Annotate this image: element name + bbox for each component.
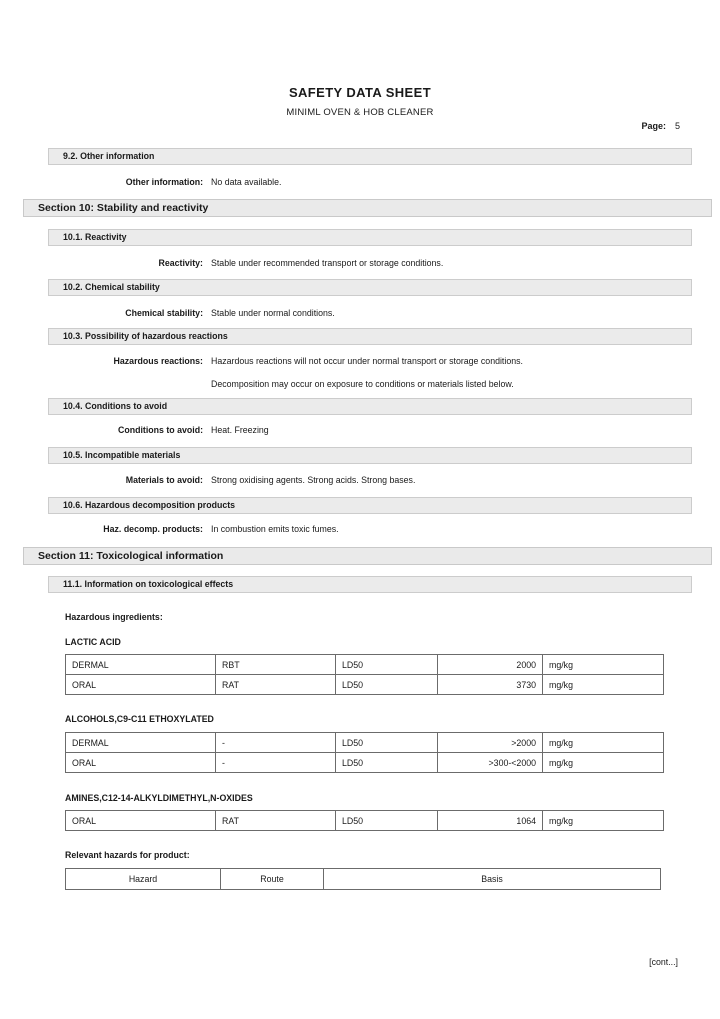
field-value-line1: Hazardous reactions will not occur under normal transport or storage conditions.	[211, 356, 523, 366]
field-value: Strong oxidising agents. Strong acids. Strong bases.	[211, 475, 416, 485]
field-chemical-stability	[0, 308, 335, 318]
species-cell: -	[216, 753, 336, 773]
document-title: SAFETY DATA SHEET	[288, 85, 432, 100]
ingredient-name: ALCOHOLS,C9-C11 ETHOXYLATED	[65, 714, 214, 724]
field-label: Haz. decomp. products:	[103, 524, 203, 534]
species-cell: RBT	[216, 655, 336, 675]
value-cell: >300-<2000	[438, 753, 543, 773]
ingredient-name: LACTIC ACID	[65, 637, 121, 647]
hazard-header-cell: Hazard	[66, 869, 221, 890]
field-value: In combustion emits toxic fumes.	[211, 524, 339, 534]
subsection-bar-10-5: 10.5. Incompatible materials	[48, 447, 692, 464]
field-label: Materials to avoid:	[125, 475, 203, 485]
test-cell: LD50	[336, 655, 438, 675]
field-materials-to-avoid	[0, 475, 415, 485]
table-row	[66, 733, 664, 753]
units-cell: mg/kg	[543, 733, 664, 753]
species-cell: -	[216, 733, 336, 753]
continuation-marker: [cont...]	[649, 957, 678, 967]
subsection-bar-9-2: 9.2. Other information	[48, 148, 692, 165]
table-row	[66, 655, 664, 675]
value-cell: >2000	[438, 733, 543, 753]
field-value: Stable under normal conditions.	[211, 308, 335, 318]
units-cell: mg/kg	[543, 753, 664, 773]
route-header-cell: Route	[221, 869, 324, 890]
field-hazardous-reactions	[0, 356, 523, 366]
page-label: Page:	[641, 121, 666, 131]
field-label: Reactivity:	[158, 258, 203, 268]
page-indicator	[641, 121, 680, 131]
table-row	[66, 753, 664, 773]
units-cell: mg/kg	[543, 675, 664, 695]
species-cell: RAT	[216, 675, 336, 695]
field-label: Hazardous reactions:	[113, 356, 203, 366]
value-cell: 1064	[438, 811, 543, 831]
basis-header-cell: Basis	[324, 869, 661, 890]
table-row	[66, 675, 664, 695]
subsection-bar-10-1: 10.1. Reactivity	[48, 229, 692, 246]
field-other-information	[0, 177, 281, 187]
field-value-line2: Decomposition may occur on exposure to conditions or materials listed below.	[211, 379, 514, 389]
section-bar-10: Section 10: Stability and reactivity	[23, 199, 712, 217]
field-haz-decomp-products	[0, 524, 339, 534]
value-cell: 2000	[438, 655, 543, 675]
value-cell: 3730	[438, 675, 543, 695]
tox-table-lactic-acid	[65, 654, 664, 695]
test-cell: LD50	[336, 811, 438, 831]
subsection-bar-10-2: 10.2. Chemical stability	[48, 279, 692, 296]
field-reactivity	[0, 258, 443, 268]
field-value: No data available.	[211, 177, 282, 187]
field-label: Other information:	[125, 177, 203, 187]
route-cell: ORAL	[66, 753, 216, 773]
field-label: Chemical stability:	[125, 308, 203, 318]
table-header-row	[66, 869, 661, 890]
subsection-bar-10-4: 10.4. Conditions to avoid	[48, 398, 692, 415]
product-name: MINIML OVEN & HOB CLEANER	[286, 107, 434, 118]
subsection-bar-10-3: 10.3. Possibility of hazardous reactions	[48, 328, 692, 345]
field-label: Conditions to avoid:	[117, 425, 203, 435]
species-cell: RAT	[216, 811, 336, 831]
route-cell: DERMAL	[66, 733, 216, 753]
subsection-bar-11-1: 11.1. Information on toxicological effects	[48, 576, 692, 593]
test-cell: LD50	[336, 733, 438, 753]
section-bar-11: Section 11: Toxicological information	[23, 547, 712, 565]
field-conditions-to-avoid	[0, 425, 269, 435]
test-cell: LD50	[336, 675, 438, 695]
units-cell: mg/kg	[543, 655, 664, 675]
page-number: 5	[674, 121, 680, 131]
field-value: Heat. Freezing	[211, 425, 269, 435]
hazardous-ingredients-heading: Hazardous ingredients:	[65, 612, 163, 622]
route-cell: ORAL	[66, 675, 216, 695]
relevant-hazards-table	[65, 868, 661, 890]
field-value: Stable under recommended transport or storage conditions.	[211, 258, 444, 268]
table-row	[66, 811, 664, 831]
tox-table-amines-n-oxides	[65, 810, 664, 831]
tox-table-alcohols-ethoxylated	[65, 732, 664, 773]
test-cell: LD50	[336, 753, 438, 773]
ingredient-name: AMINES,C12-14-ALKYLDIMETHYL,N-OXIDES	[65, 793, 253, 803]
route-cell: ORAL	[66, 811, 216, 831]
units-cell: mg/kg	[543, 811, 664, 831]
route-cell: DERMAL	[66, 655, 216, 675]
relevant-hazards-heading: Relevant hazards for product:	[65, 850, 190, 860]
subsection-bar-10-6: 10.6. Hazardous decomposition products	[48, 497, 692, 514]
